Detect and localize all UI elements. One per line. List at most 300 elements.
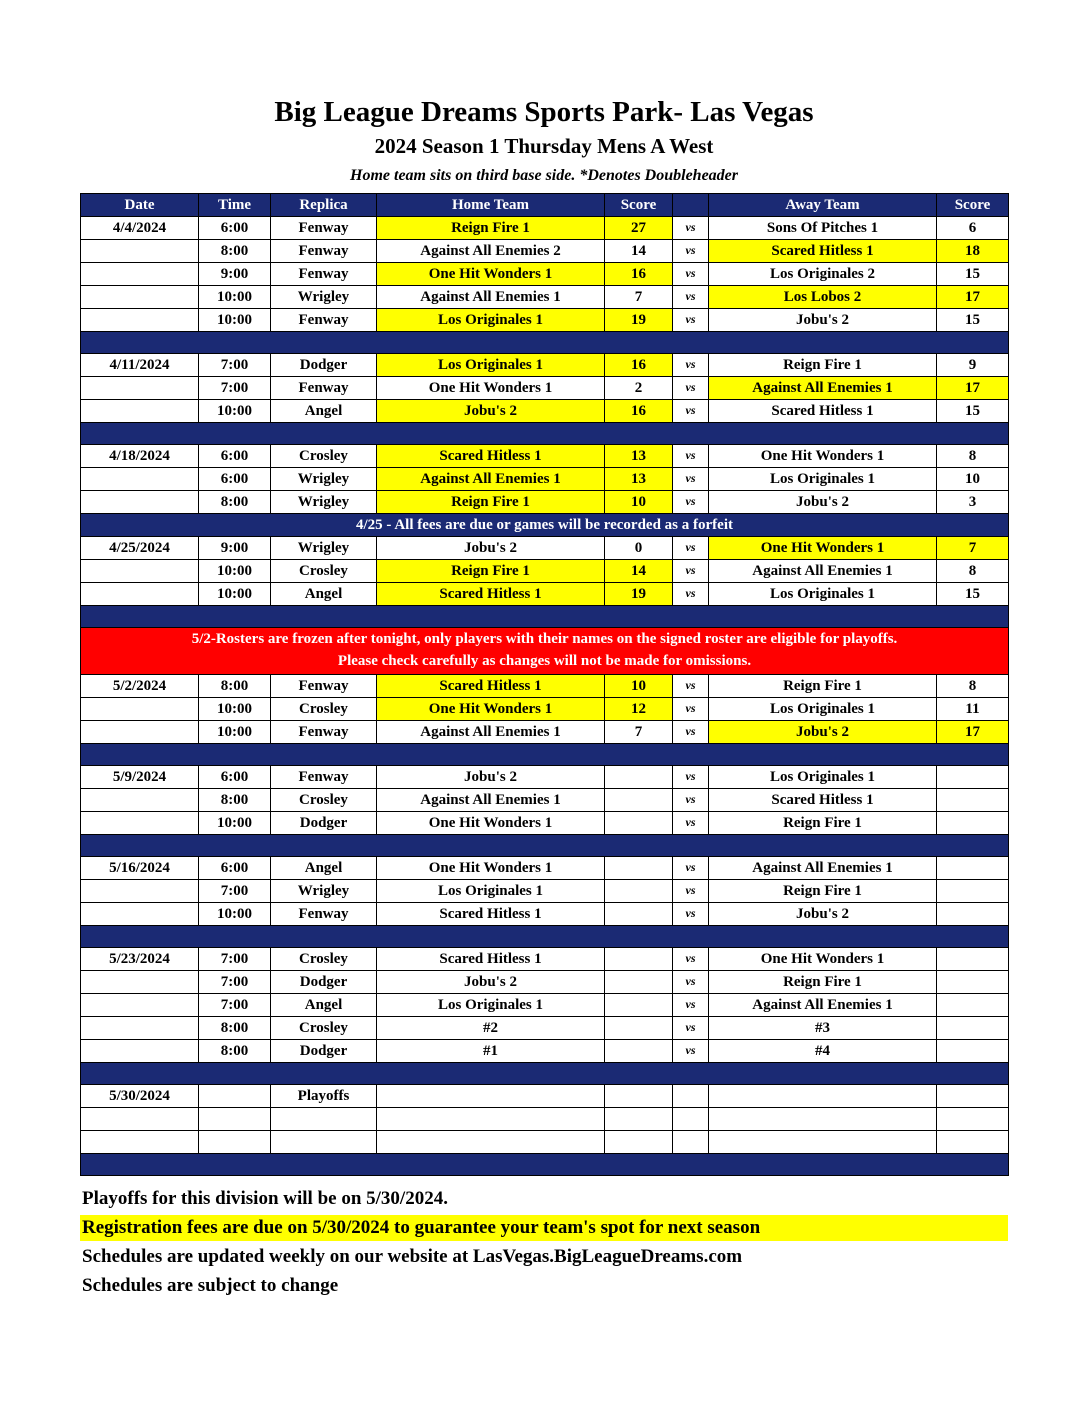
- cell-away-team: One Hit Wonders 1: [709, 948, 937, 971]
- cell-date: [81, 789, 199, 812]
- cell-vs: vs: [673, 698, 709, 721]
- table-row-game: [81, 537, 1009, 560]
- cell-home-score: [605, 1017, 673, 1040]
- cell-replica: Crosley: [271, 698, 377, 721]
- cell-time: [199, 1085, 271, 1108]
- cell-away-team: Reign Fire 1: [709, 354, 937, 377]
- cell-empty: [271, 1108, 377, 1131]
- table-header-row: [81, 194, 1009, 217]
- cell-home-team: Los Originales 1: [377, 309, 605, 332]
- cell-home-score: 10: [605, 491, 673, 514]
- cell-away-team: Reign Fire 1: [709, 880, 937, 903]
- cell-date: [81, 309, 199, 332]
- table-row-game: [81, 721, 1009, 744]
- cell-date: [81, 240, 199, 263]
- cell-home-team: #2: [377, 1017, 605, 1040]
- cell-away-score: [937, 880, 1009, 903]
- cell-replica: Wrigley: [271, 468, 377, 491]
- cell-vs: vs: [673, 766, 709, 789]
- cell-time: 10:00: [199, 698, 271, 721]
- cell-date: 5/2/2024: [81, 675, 199, 698]
- cell-empty: [673, 1131, 709, 1154]
- footer: [80, 1186, 1008, 1299]
- cell-time: 6:00: [199, 857, 271, 880]
- cell-away-team: One Hit Wonders 1: [709, 537, 937, 560]
- banner-line: 5/2-Rosters are frozen after tonight, only players with their names on the signed roster are eligible for playoffs.: [191, 631, 898, 648]
- column-header: Away Team: [709, 194, 937, 217]
- separator-row: [81, 423, 1009, 445]
- cell-home-score: 16: [605, 400, 673, 423]
- cell-away-score: [937, 1040, 1009, 1063]
- cell-replica: Angel: [271, 994, 377, 1017]
- column-header: Score: [605, 194, 673, 217]
- cell-away-score: [937, 857, 1009, 880]
- column-header: Score: [937, 194, 1009, 217]
- cell-home-score: [605, 880, 673, 903]
- cell-time: 6:00: [199, 766, 271, 789]
- cell-date: [81, 812, 199, 835]
- cell-away-team: Jobu's 2: [709, 721, 937, 744]
- cell-replica: Wrigley: [271, 537, 377, 560]
- cell-date: [81, 377, 199, 400]
- cell-date: [81, 903, 199, 926]
- cell-date: [81, 491, 199, 514]
- cell-vs: vs: [673, 217, 709, 240]
- table-row-game: [81, 766, 1009, 789]
- table-row-game: [81, 240, 1009, 263]
- cell-away-score: 3: [937, 491, 1009, 514]
- cell-replica: Crosley: [271, 789, 377, 812]
- cell-empty: [709, 1131, 937, 1154]
- table-row-game: [81, 994, 1009, 1017]
- table-row-game: [81, 903, 1009, 926]
- roster-freeze-banner: [81, 628, 1009, 675]
- cell-away-team: Los Originales 1: [709, 766, 937, 789]
- cell-home-team: Against All Enemies 1: [377, 468, 605, 491]
- cell-time: 10:00: [199, 560, 271, 583]
- table-row-separator: [81, 744, 1009, 766]
- cell-away-score: 15: [937, 400, 1009, 423]
- cell-vs: vs: [673, 286, 709, 309]
- schedule-table: [80, 193, 1009, 1176]
- cell-away-team: Los Lobos 2: [709, 286, 937, 309]
- cell-home-team: Scared Hitless 1: [377, 583, 605, 606]
- table-row-game: [81, 789, 1009, 812]
- cell-vs: vs: [673, 971, 709, 994]
- cell-replica: Crosley: [271, 1017, 377, 1040]
- cell-away-score: [937, 812, 1009, 835]
- cell-away-score: [937, 971, 1009, 994]
- cell-time: 7:00: [199, 880, 271, 903]
- cell-date: 5/9/2024: [81, 766, 199, 789]
- cell-home-score: 19: [605, 309, 673, 332]
- cell-home-team: One Hit Wonders 1: [377, 698, 605, 721]
- cell-replica: Fenway: [271, 240, 377, 263]
- cell-empty: [377, 1108, 605, 1131]
- table-row-game: [81, 948, 1009, 971]
- cell-away-score: 15: [937, 263, 1009, 286]
- cell-empty: [81, 1131, 199, 1154]
- cell-replica: Dodger: [271, 354, 377, 377]
- cell-home-team: Los Originales 1: [377, 994, 605, 1017]
- cell-home-score: [605, 789, 673, 812]
- cell-empty: [271, 1131, 377, 1154]
- cell-home-score: 14: [605, 560, 673, 583]
- cell-vs: vs: [673, 491, 709, 514]
- cell-vs: vs: [673, 675, 709, 698]
- cell-away-score: 9: [937, 354, 1009, 377]
- table-row-game: [81, 698, 1009, 721]
- cell-date: [81, 400, 199, 423]
- cell-home-score: 2: [605, 377, 673, 400]
- cell-vs: vs: [673, 812, 709, 835]
- table-row-separator: [81, 1154, 1009, 1176]
- cell-date: [81, 560, 199, 583]
- table-row-separator: [81, 835, 1009, 857]
- cell-time: 9:00: [199, 263, 271, 286]
- separator-row: [81, 1063, 1009, 1085]
- cell-replica: Angel: [271, 583, 377, 606]
- column-header: Time: [199, 194, 271, 217]
- table-row-game: [81, 1085, 1009, 1108]
- cell-away-score: [937, 903, 1009, 926]
- cell-replica: Wrigley: [271, 491, 377, 514]
- cell-away-team: Against All Enemies 1: [709, 994, 937, 1017]
- cell-date: [81, 1040, 199, 1063]
- cell-time: 10:00: [199, 309, 271, 332]
- cell-away-score: [937, 948, 1009, 971]
- cell-away-score: [937, 789, 1009, 812]
- cell-home-score: [605, 857, 673, 880]
- cell-date: [81, 1017, 199, 1040]
- cell-away-team: Los Originales 1: [709, 698, 937, 721]
- cell-date: [81, 583, 199, 606]
- column-header: Date: [81, 194, 199, 217]
- separator-row: [81, 835, 1009, 857]
- cell-home-score: 14: [605, 240, 673, 263]
- cell-away-score: 7: [937, 537, 1009, 560]
- cell-time: 6:00: [199, 445, 271, 468]
- table-row-game: [81, 377, 1009, 400]
- cell-home-team: Los Originales 1: [377, 880, 605, 903]
- separator-row: [81, 606, 1009, 628]
- separator-row: [81, 926, 1009, 948]
- cell-away-score: [937, 1017, 1009, 1040]
- cell-date: [81, 721, 199, 744]
- cell-away-team: Los Originales 1: [709, 468, 937, 491]
- cell-vs: vs: [673, 1040, 709, 1063]
- change-note: Schedules are subject to change: [82, 1275, 339, 1296]
- cell-away-team: Jobu's 2: [709, 903, 937, 926]
- cell-home-team: Jobu's 2: [377, 537, 605, 560]
- cell-time: 8:00: [199, 675, 271, 698]
- registration-note: Registration fees are due on 5/30/2024 to guarantee your team's spot for next season: [80, 1215, 1008, 1241]
- cell-vs: vs: [673, 445, 709, 468]
- cell-away-score: 8: [937, 560, 1009, 583]
- cell-away-score: 8: [937, 675, 1009, 698]
- table-row-game: [81, 971, 1009, 994]
- cell-replica: Crosley: [271, 948, 377, 971]
- cell-date: 4/25/2024: [81, 537, 199, 560]
- cell-date: [81, 468, 199, 491]
- cell-home-team: Los Originales 1: [377, 354, 605, 377]
- cell-replica: Dodger: [271, 971, 377, 994]
- cell-vs: vs: [673, 994, 709, 1017]
- cell-away-team: Reign Fire 1: [709, 675, 937, 698]
- cell-home-score: [605, 948, 673, 971]
- cell-away-score: [937, 766, 1009, 789]
- cell-away-team: Jobu's 2: [709, 491, 937, 514]
- cell-home-team: Scared Hitless 1: [377, 675, 605, 698]
- cell-time: 10:00: [199, 812, 271, 835]
- cell-home-score: 7: [605, 721, 673, 744]
- cell-time: 7:00: [199, 971, 271, 994]
- cell-date: [81, 971, 199, 994]
- cell-away-score: 10: [937, 468, 1009, 491]
- cell-home-team: Jobu's 2: [377, 971, 605, 994]
- cell-replica: Wrigley: [271, 880, 377, 903]
- cell-replica: Fenway: [271, 675, 377, 698]
- cell-home-score: 0: [605, 537, 673, 560]
- cell-away-team: [709, 1085, 937, 1108]
- cell-home-team: Against All Enemies 1: [377, 789, 605, 812]
- separator-row: [81, 332, 1009, 354]
- cell-away-score: [937, 1085, 1009, 1108]
- cell-home-team: One Hit Wonders 1: [377, 857, 605, 880]
- cell-away-team: Reign Fire 1: [709, 971, 937, 994]
- column-header: [673, 194, 709, 217]
- cell-home-team: Jobu's 2: [377, 400, 605, 423]
- cell-home-score: [605, 971, 673, 994]
- cell-vs: vs: [673, 560, 709, 583]
- table-row-game: [81, 857, 1009, 880]
- cell-empty: [81, 1108, 199, 1131]
- table-row-game: [81, 675, 1009, 698]
- cell-vs: vs: [673, 377, 709, 400]
- cell-empty: [937, 1131, 1009, 1154]
- cell-date: 4/4/2024: [81, 217, 199, 240]
- table-row-game: [81, 880, 1009, 903]
- table-row-blank: [81, 1108, 1009, 1131]
- cell-home-team: Scared Hitless 1: [377, 903, 605, 926]
- cell-vs: vs: [673, 903, 709, 926]
- cell-time: 8:00: [199, 1017, 271, 1040]
- cell-replica: Angel: [271, 857, 377, 880]
- table-row-banner-red: [81, 628, 1009, 675]
- cell-replica: Fenway: [271, 903, 377, 926]
- cell-home-team: One Hit Wonders 1: [377, 812, 605, 835]
- cell-home-score: [605, 1040, 673, 1063]
- table-row-game: [81, 1040, 1009, 1063]
- cell-time: 10:00: [199, 286, 271, 309]
- cell-home-team: [377, 1085, 605, 1108]
- cell-replica: Fenway: [271, 721, 377, 744]
- cell-vs: [673, 1085, 709, 1108]
- schedule-table-body: [81, 217, 1009, 1176]
- fees-banner: 4/25 - All fees are due or games will be recorded as a forfeit: [81, 514, 1009, 537]
- cell-empty: [673, 1108, 709, 1131]
- cell-empty: [605, 1108, 673, 1131]
- cell-home-team: Reign Fire 1: [377, 560, 605, 583]
- cell-home-score: 10: [605, 675, 673, 698]
- cell-time: 10:00: [199, 721, 271, 744]
- page-title: Big League Dreams Sports Park- Las Vegas: [274, 96, 814, 128]
- cell-time: 8:00: [199, 789, 271, 812]
- cell-away-team: Jobu's 2: [709, 309, 937, 332]
- cell-home-score: 7: [605, 286, 673, 309]
- cell-time: 6:00: [199, 217, 271, 240]
- table-row-game: [81, 286, 1009, 309]
- cell-home-score: [605, 812, 673, 835]
- cell-replica: Fenway: [271, 217, 377, 240]
- cell-home-team: Against All Enemies 2: [377, 240, 605, 263]
- cell-replica: Fenway: [271, 309, 377, 332]
- cell-date: 4/11/2024: [81, 354, 199, 377]
- cell-replica: Playoffs: [271, 1085, 377, 1108]
- cell-home-team: Against All Enemies 1: [377, 721, 605, 744]
- cell-home-score: [605, 903, 673, 926]
- cell-vs: vs: [673, 354, 709, 377]
- table-row-game: [81, 583, 1009, 606]
- table-row-game: [81, 263, 1009, 286]
- cell-vs: vs: [673, 1017, 709, 1040]
- table-row-game: [81, 812, 1009, 835]
- table-row-separator: [81, 606, 1009, 628]
- cell-home-score: 12: [605, 698, 673, 721]
- cell-away-team: Los Originales 1: [709, 583, 937, 606]
- table-row-game: [81, 217, 1009, 240]
- cell-away-score: 15: [937, 583, 1009, 606]
- playoffs-note: Playoffs for this division will be on 5/30/2024.: [82, 1188, 448, 1209]
- cell-empty: [199, 1108, 271, 1131]
- cell-away-team: Against All Enemies 1: [709, 857, 937, 880]
- cell-time: 6:00: [199, 468, 271, 491]
- table-row-game: [81, 491, 1009, 514]
- cell-home-score: 16: [605, 354, 673, 377]
- cell-vs: vs: [673, 789, 709, 812]
- cell-vs: vs: [673, 400, 709, 423]
- cell-away-score: 17: [937, 377, 1009, 400]
- cell-replica: Dodger: [271, 812, 377, 835]
- cell-away-team: Scared Hitless 1: [709, 789, 937, 812]
- cell-vs: vs: [673, 240, 709, 263]
- table-row-game: [81, 354, 1009, 377]
- cell-home-team: One Hit Wonders 1: [377, 263, 605, 286]
- home-team-note: Home team sits on third base side. *Denotes Doubleheader: [350, 167, 738, 184]
- separator-row: [81, 1154, 1009, 1176]
- cell-home-score: [605, 994, 673, 1017]
- cell-away-score: [937, 994, 1009, 1017]
- table-row-separator: [81, 926, 1009, 948]
- cell-vs: vs: [673, 880, 709, 903]
- table-row-blank: [81, 1131, 1009, 1154]
- cell-date: [81, 698, 199, 721]
- cell-date: 5/30/2024: [81, 1085, 199, 1108]
- cell-time: 8:00: [199, 1040, 271, 1063]
- cell-time: 7:00: [199, 948, 271, 971]
- cell-empty: [709, 1108, 937, 1131]
- cell-home-score: 13: [605, 445, 673, 468]
- cell-away-team: Reign Fire 1: [709, 812, 937, 835]
- cell-replica: Wrigley: [271, 286, 377, 309]
- table-row-game: [81, 445, 1009, 468]
- cell-away-team: #3: [709, 1017, 937, 1040]
- cell-vs: vs: [673, 468, 709, 491]
- cell-away-score: 11: [937, 698, 1009, 721]
- cell-away-team: #4: [709, 1040, 937, 1063]
- cell-time: 7:00: [199, 994, 271, 1017]
- cell-home-score: [605, 766, 673, 789]
- cell-away-score: 6: [937, 217, 1009, 240]
- cell-home-team: Scared Hitless 1: [377, 948, 605, 971]
- separator-row: [81, 744, 1009, 766]
- cell-replica: Angel: [271, 400, 377, 423]
- table-row-game: [81, 309, 1009, 332]
- cell-replica: Fenway: [271, 263, 377, 286]
- cell-replica: Fenway: [271, 377, 377, 400]
- cell-date: [81, 994, 199, 1017]
- table-row-game: [81, 1017, 1009, 1040]
- cell-home-team: Jobu's 2: [377, 766, 605, 789]
- cell-time: 7:00: [199, 354, 271, 377]
- page-subtitle: 2024 Season 1 Thursday Mens A West: [374, 134, 714, 158]
- cell-away-score: 18: [937, 240, 1009, 263]
- cell-date: 4/18/2024: [81, 445, 199, 468]
- cell-vs: vs: [673, 721, 709, 744]
- table-row-game: [81, 560, 1009, 583]
- cell-replica: Dodger: [271, 1040, 377, 1063]
- table-row-game: [81, 468, 1009, 491]
- cell-away-score: 17: [937, 721, 1009, 744]
- cell-home-team: Against All Enemies 1: [377, 286, 605, 309]
- cell-away-score: 17: [937, 286, 1009, 309]
- cell-away-team: Scared Hitless 1: [709, 240, 937, 263]
- cell-time: 9:00: [199, 537, 271, 560]
- website-note: Schedules are updated weekly on our website at LasVegas.BigLeagueDreams.com: [82, 1246, 743, 1267]
- cell-vs: vs: [673, 537, 709, 560]
- cell-time: 8:00: [199, 491, 271, 514]
- cell-vs: vs: [673, 857, 709, 880]
- cell-away-score: 15: [937, 309, 1009, 332]
- cell-away-team: One Hit Wonders 1: [709, 445, 937, 468]
- cell-date: [81, 286, 199, 309]
- cell-away-team: Against All Enemies 1: [709, 560, 937, 583]
- cell-away-team: Sons Of Pitches 1: [709, 217, 937, 240]
- cell-away-team: Against All Enemies 1: [709, 377, 937, 400]
- cell-home-team: #1: [377, 1040, 605, 1063]
- cell-replica: Crosley: [271, 560, 377, 583]
- cell-home-score: 27: [605, 217, 673, 240]
- cell-home-score: 16: [605, 263, 673, 286]
- cell-replica: Crosley: [271, 445, 377, 468]
- cell-home-team: One Hit Wonders 1: [377, 377, 605, 400]
- cell-home-team: Reign Fire 1: [377, 217, 605, 240]
- cell-date: 5/16/2024: [81, 857, 199, 880]
- cell-empty: [605, 1131, 673, 1154]
- cell-away-team: Los Originales 2: [709, 263, 937, 286]
- cell-time: 7:00: [199, 377, 271, 400]
- cell-empty: [199, 1131, 271, 1154]
- cell-away-score: 8: [937, 445, 1009, 468]
- cell-home-score: 13: [605, 468, 673, 491]
- table-row-game: [81, 400, 1009, 423]
- cell-home-score: [605, 1085, 673, 1108]
- cell-time: 10:00: [199, 903, 271, 926]
- cell-home-team: Scared Hitless 1: [377, 445, 605, 468]
- column-header: Replica: [271, 194, 377, 217]
- cell-date: 5/23/2024: [81, 948, 199, 971]
- cell-vs: vs: [673, 263, 709, 286]
